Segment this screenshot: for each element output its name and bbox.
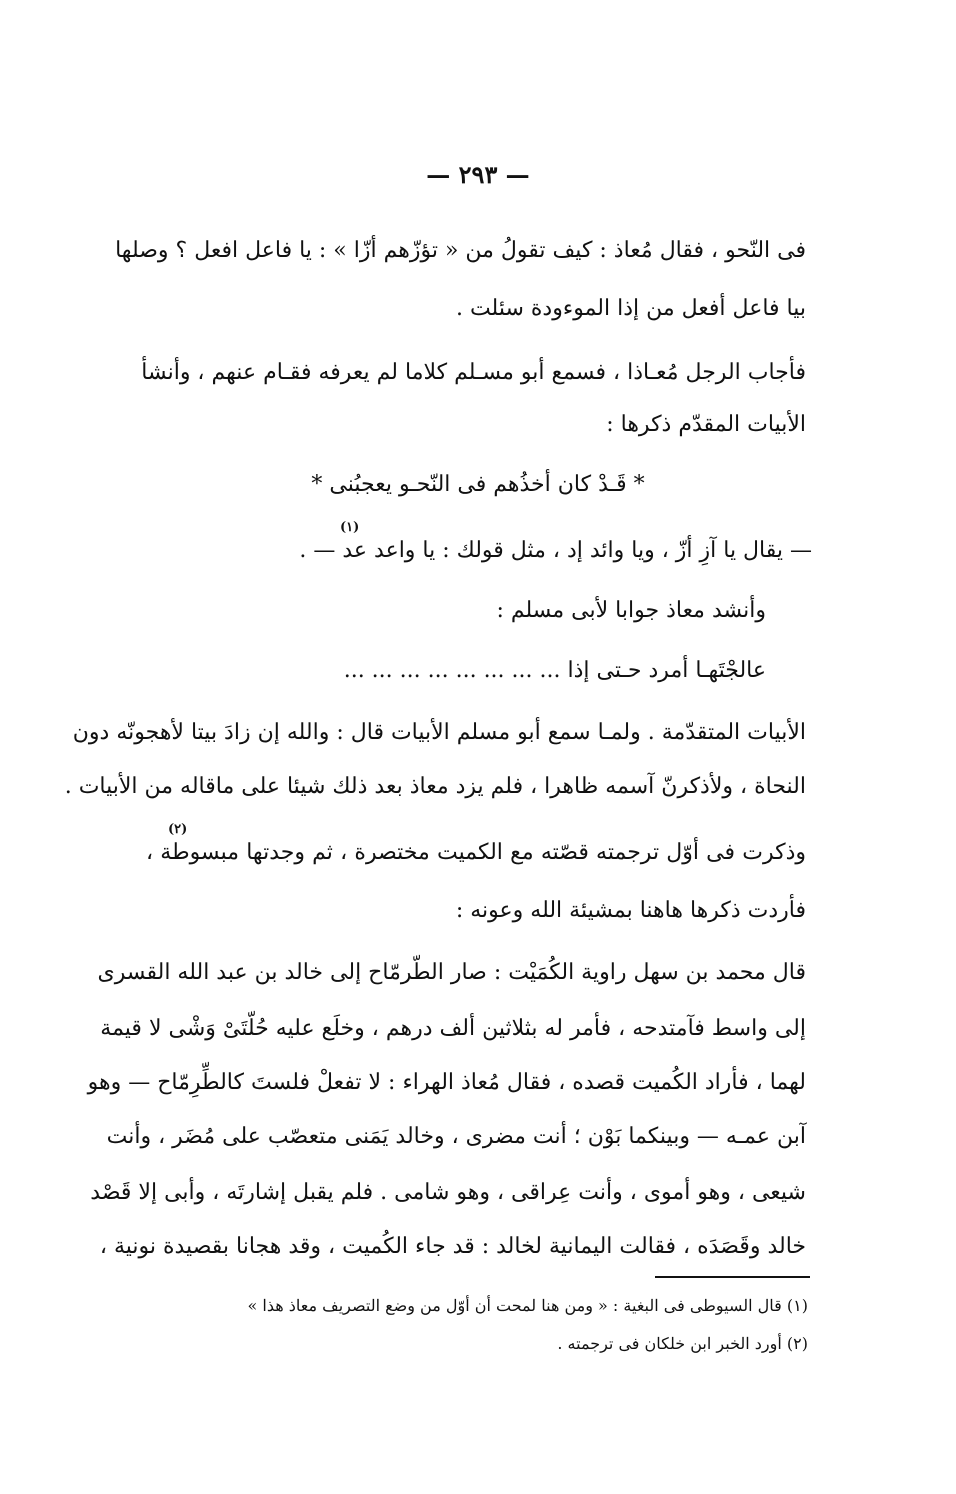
footnote-1: (١) قال السيوطى فى البغية : « ومن هنا لمحت أن أوّل من وضع التصريف معاذ هذا » xyxy=(247,1296,808,1315)
text-line-9: الأبيات المتقدّمة . ولمـا سمع أبو مسلم الأبيات قال : والله إن زادَ بيتا لأهجونّه دون xyxy=(72,720,806,745)
text-line-17: شيعى ، وهو أموى ، وأنت عِراقى ، وهو شامى . فلم يقبل إشارتَه ، وأبى إلا قَصْد xyxy=(90,1180,806,1205)
verse-line-2: عالجْتَهـا أمرد حـتى إذا ... ... ... ... ... ... ... ... xyxy=(343,658,766,683)
footnote-divider xyxy=(655,1276,810,1278)
text-line-13: قال محمد بن سهل راوية الكُمَيْت : صار الطّرمّاح إلى خالد بن عبد الله القسرى xyxy=(97,960,806,985)
text-line-2: بيا فاعل أفعل من إذا الموءودة سئلت . xyxy=(455,296,806,321)
text-line-6: — يقال يا آزِ أزّ ، ويا وائد إد ، مثل قولك : يا واعد عد — . xyxy=(299,538,812,563)
text-line-15: لهما ، فأراد الكُميت قصده ، فقال مُعاذ الهراء : لا تفعلْ فلستَ كالطِّرِمّاح — وهو xyxy=(87,1070,806,1095)
text-line-14: إلى واسط فآمتدحه ، فأمر له بثلاثين ألف درهم ، وخلَع عليه حُلّتَىْ وَشْى لا قيمة xyxy=(100,1016,806,1041)
text-line-11: وذكرت فى أوّل ترجمته قصّته مع الكميت مختصرة ، ثم وجدتها مبسوطة ، xyxy=(146,840,806,865)
text-line-1: فى النّحو ، فقال مُعاذ : كيف تقولُ من « تؤزّهم أزّا » : يا فاعل افعل ؟ وصلها xyxy=(115,238,806,263)
text-line-10: النحاة ، ولأذكرنّ آسمه ظاهرا ، فلم يزد معاذ بعد ذلك شيئا على ماقاله من الأبيات . xyxy=(64,774,806,799)
text-line-12: فأردت ذكرها هاهنا بمشيئة الله وعونه : xyxy=(455,898,806,923)
footnote-mark-2: (٢) xyxy=(168,822,188,837)
text-line-3: فأجاب الرجل مُعـاذا ، فسمع أبو مسـلم كلاما لم يعرفه فقـام عنهم ، وأنشأ xyxy=(141,360,806,385)
text-line-16: آبن عمـه — وبينكما بَوْن ؛ أنت مضرى ، وخالد يَمَنى متعصّب على مُضَر ، وأنت xyxy=(106,1124,806,1149)
verse-line: * قَـدْ كان أخذُهم فى النّحـو يعجبُنى * xyxy=(311,472,645,497)
footnote-mark-1: (١) xyxy=(340,520,360,535)
footnote-2: (٢) أورد الخبر ابن خلكان فى ترجمته . xyxy=(557,1334,808,1353)
text-line-4: الأبيات المقدّم ذكرها : xyxy=(606,412,806,437)
text-line-18: خالد وقَصَدَه ، فقالت اليمانية لخالد : قد جاء الكُميت ، وقد هجانا بقصيدة نونية ، xyxy=(99,1234,806,1259)
page-number: — ٢٩٣ — xyxy=(426,160,530,189)
text-line-7: وأنشد معاذ جوابا لأبى مسلم : xyxy=(496,598,766,623)
